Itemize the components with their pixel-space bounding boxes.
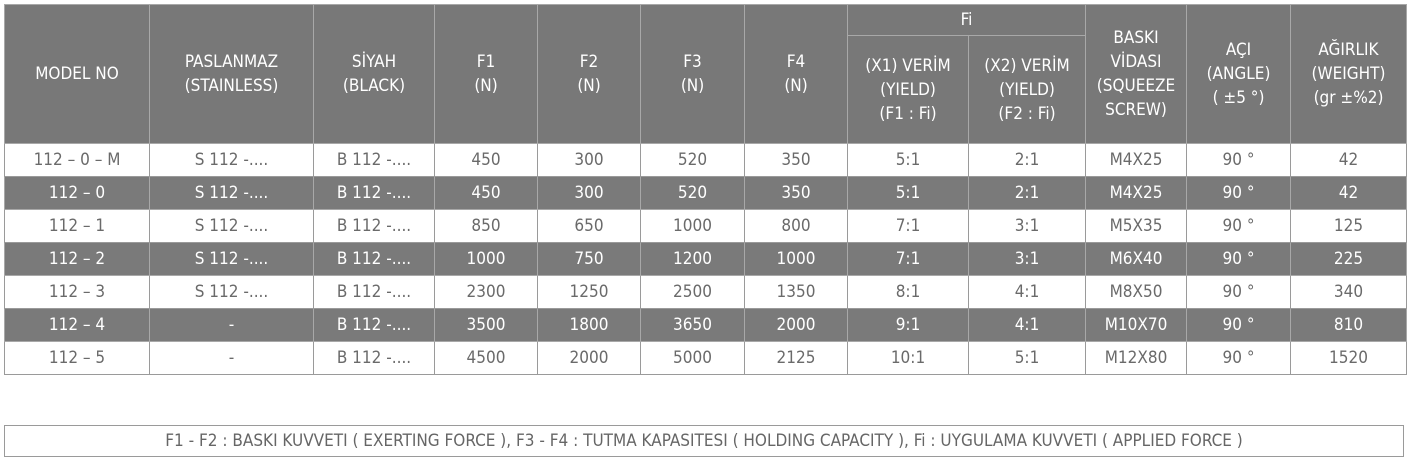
cell-model: 112 – 5: [5, 342, 150, 375]
cell-f4: 350: [745, 177, 848, 210]
table-row: [5, 309, 1407, 342]
cell-screw: M12X80: [1086, 342, 1187, 375]
cell-x2: 3:1: [969, 210, 1086, 243]
cell-f2: 1250: [538, 276, 641, 309]
cell-f1: 1000: [435, 243, 538, 276]
spec-table: [4, 4, 1407, 375]
cell-black: B 112 -....: [314, 144, 435, 177]
cell-x2: 4:1: [969, 276, 1086, 309]
cell-x1: 5:1: [848, 144, 969, 177]
header-x1-yield: (X1) VERİM (YIELD) (F1 : Fi): [848, 36, 969, 144]
cell-weight: 42: [1291, 177, 1407, 210]
cell-x1: 9:1: [848, 309, 969, 342]
cell-black: B 112 -....: [314, 342, 435, 375]
cell-f3: 3650: [641, 309, 745, 342]
cell-model: 112 – 4: [5, 309, 150, 342]
header-f2: F2 (N): [538, 5, 641, 144]
table-row: [5, 276, 1407, 309]
cell-f4: 800: [745, 210, 848, 243]
cell-angle: 90 °: [1187, 210, 1291, 243]
cell-screw: M10X70: [1086, 309, 1187, 342]
cell-f2: 300: [538, 177, 641, 210]
cell-angle: 90 °: [1187, 276, 1291, 309]
cell-x2: 2:1: [969, 177, 1086, 210]
cell-weight: 810: [1291, 309, 1407, 342]
table-row: [5, 243, 1407, 276]
header-f3: F3 (N): [641, 5, 745, 144]
cell-black: B 112 -....: [314, 276, 435, 309]
table-header: [5, 5, 1407, 144]
cell-f2: 650: [538, 210, 641, 243]
cell-f3: 520: [641, 144, 745, 177]
table-row: [5, 144, 1407, 177]
cell-x2: 2:1: [969, 144, 1086, 177]
cell-x2: 5:1: [969, 342, 1086, 375]
cell-black: B 112 -....: [314, 177, 435, 210]
cell-black: B 112 -....: [314, 243, 435, 276]
cell-f1: 2300: [435, 276, 538, 309]
cell-f2: 2000: [538, 342, 641, 375]
cell-f3: 1000: [641, 210, 745, 243]
cell-f2: 300: [538, 144, 641, 177]
cell-screw: M8X50: [1086, 276, 1187, 309]
cell-stainless: S 112 -....: [150, 243, 314, 276]
header-fi: Fi: [848, 5, 1086, 36]
cell-weight: 125: [1291, 210, 1407, 243]
cell-stainless: S 112 -....: [150, 144, 314, 177]
header-f4: F4 (N): [745, 5, 848, 144]
cell-stainless: S 112 -....: [150, 276, 314, 309]
cell-angle: 90 °: [1187, 309, 1291, 342]
cell-x2: 4:1: [969, 309, 1086, 342]
cell-weight: 42: [1291, 144, 1407, 177]
cell-angle: 90 °: [1187, 243, 1291, 276]
cell-f3: 520: [641, 177, 745, 210]
cell-model: 112 – 3: [5, 276, 150, 309]
cell-screw: M5X35: [1086, 210, 1187, 243]
cell-model: 112 – 2: [5, 243, 150, 276]
cell-weight: 225: [1291, 243, 1407, 276]
header-row-top: [5, 5, 1407, 36]
header-screw: BASKI VİDASI (SQUEEZE SCREW): [1086, 5, 1187, 144]
cell-x1: 5:1: [848, 177, 969, 210]
header-stainless: PASLANMAZ (STAINLESS): [150, 5, 314, 144]
cell-f2: 1800: [538, 309, 641, 342]
header-f1: F1 (N): [435, 5, 538, 144]
cell-stainless: -: [150, 309, 314, 342]
table-body: [5, 144, 1407, 375]
cell-screw: M4X25: [1086, 177, 1187, 210]
cell-f2: 750: [538, 243, 641, 276]
cell-f3: 2500: [641, 276, 745, 309]
cell-model: 112 – 0 – M: [5, 144, 150, 177]
cell-x2: 3:1: [969, 243, 1086, 276]
cell-f4: 2125: [745, 342, 848, 375]
cell-weight: 1520: [1291, 342, 1407, 375]
cell-f1: 850: [435, 210, 538, 243]
cell-model: 112 – 0: [5, 177, 150, 210]
cell-f1: 450: [435, 177, 538, 210]
header-x2-yield: (X2) VERİM (YIELD) (F2 : Fi): [969, 36, 1086, 144]
table-row: [5, 342, 1407, 375]
header-black: SİYAH (BLACK): [314, 5, 435, 144]
cell-black: B 112 -....: [314, 309, 435, 342]
cell-angle: 90 °: [1187, 177, 1291, 210]
header-weight: AĞIRLIK (WEIGHT) (gr ±%2): [1291, 5, 1407, 144]
cell-x1: 10:1: [848, 342, 969, 375]
cell-f1: 4500: [435, 342, 538, 375]
cell-f4: 1350: [745, 276, 848, 309]
table-row: [5, 177, 1407, 210]
cell-stainless: S 112 -....: [150, 210, 314, 243]
cell-f4: 1000: [745, 243, 848, 276]
cell-weight: 340: [1291, 276, 1407, 309]
cell-stainless: -: [150, 342, 314, 375]
cell-x1: 7:1: [848, 243, 969, 276]
cell-angle: 90 °: [1187, 342, 1291, 375]
cell-angle: 90 °: [1187, 144, 1291, 177]
cell-f3: 1200: [641, 243, 745, 276]
cell-f4: 2000: [745, 309, 848, 342]
cell-x1: 7:1: [848, 210, 969, 243]
footnote: F1 - F2 : BASKI KUVVETI ( EXERTING FORCE ), F3 - F4 : TUTMA KAPASITESI ( HOLDING CAPACITY ), Fi : UYGULAMA KUVVETI ( APPLIED FORCE ): [4, 425, 1404, 457]
header-model: MODEL NO: [5, 5, 150, 144]
cell-screw: M6X40: [1086, 243, 1187, 276]
cell-black: B 112 -....: [314, 210, 435, 243]
cell-f1: 450: [435, 144, 538, 177]
cell-model: 112 – 1: [5, 210, 150, 243]
cell-f3: 5000: [641, 342, 745, 375]
header-angle: AÇI (ANGLE) ( ±5 °): [1187, 5, 1291, 144]
cell-x1: 8:1: [848, 276, 969, 309]
cell-f1: 3500: [435, 309, 538, 342]
table-row: [5, 210, 1407, 243]
cell-screw: M4X25: [1086, 144, 1187, 177]
cell-f4: 350: [745, 144, 848, 177]
cell-stainless: S 112 -....: [150, 177, 314, 210]
